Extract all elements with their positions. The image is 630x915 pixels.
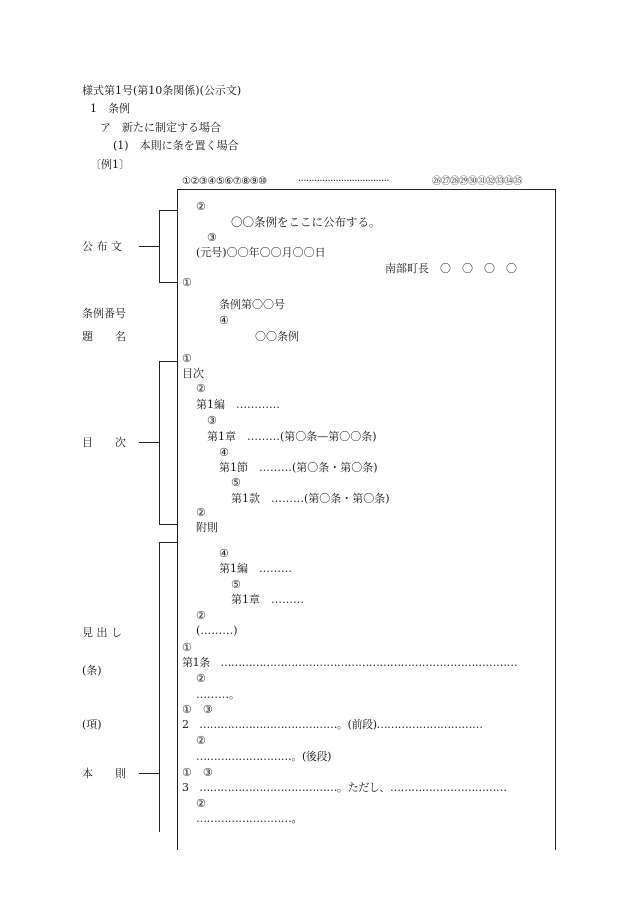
bracket-mokuji-top [159, 361, 177, 362]
toc-supplementary: 附則 [196, 521, 218, 534]
toc-subsection: 第1款 ………(第〇条・第〇条) [231, 492, 390, 505]
position-marker: ④ [219, 547, 229, 560]
label-daimei: 題 名 [82, 330, 126, 343]
mayor-name: 南部町長 〇 〇 〇 〇 [385, 262, 517, 275]
bracket-honsoku-tick [139, 773, 159, 774]
bracket-kofubun-top [159, 210, 177, 211]
label-honsoku: 本 則 [82, 767, 126, 780]
position-marker: ② [196, 672, 206, 685]
position-marker: ① ③ [182, 766, 213, 779]
bracket-kofubun-spine [159, 210, 160, 283]
paragraph-3-continuation: ………………………。 [196, 812, 302, 825]
position-marker: ③ [207, 414, 217, 427]
bracket-kofubun-bottom [159, 282, 177, 283]
example-label: 〔例1〕 [90, 158, 130, 171]
position-marker: ② [196, 797, 206, 810]
bracket-kofubun-tick [139, 246, 159, 247]
position-marker: ② [196, 200, 206, 213]
label-jorei-bango: 条例番号 [82, 307, 126, 320]
position-marker: ① [182, 641, 192, 654]
ruler-left: ①②③④⑤⑥⑦⑧⑨⑩ [182, 176, 267, 187]
position-marker: ⑤ [231, 578, 241, 591]
article-1-continuation: ………。 [196, 688, 240, 701]
ordinance-title: 〇〇条例 [255, 330, 299, 343]
position-marker: ② [196, 609, 206, 622]
body-chapter: 第1章 ……… [231, 593, 304, 606]
toc-heading: 目次 [182, 367, 204, 380]
toc-section: 第1節 ………(第〇条・第〇条) [219, 461, 378, 474]
paragraph-2-continuation: ………………………。(後段) [196, 750, 331, 763]
label-midashi: 見 出 し [82, 626, 122, 639]
toc-chapter: 第1章 ………(第〇条—第〇〇条) [207, 430, 377, 443]
caption-text: (………) [196, 624, 238, 637]
subsubsection-heading: (1) 本則に条を置く場合 [113, 139, 239, 152]
position-marker: ③ [207, 231, 217, 244]
toc-part: 第1編 ………… [196, 398, 280, 411]
bracket-honsoku-spine [159, 542, 160, 832]
label-jo: (条) [82, 664, 102, 677]
bracket-honsoku-top [159, 542, 177, 543]
bracket-mokuji-spine [159, 361, 160, 525]
position-marker: ② [196, 382, 206, 395]
position-marker: ① [182, 352, 192, 365]
promulgation-text: 〇〇条例をここに公布する。 [231, 215, 381, 229]
ruler-right: ㉖㉗㉘㉙㉚㉛㉜㉝㉞㉟ [432, 176, 523, 187]
position-marker: ① ③ [182, 703, 213, 716]
body-part: 第1編 ……… [219, 562, 292, 575]
label-kofubun: 公 布 文 [82, 240, 122, 253]
article-1: 第1条 ………………………………………………………………………… [182, 656, 518, 669]
label-ko: (項) [82, 718, 102, 731]
ordinance-number: 条例第〇〇号 [219, 298, 285, 311]
form-title: 様式第1号(第10条関係)(公示文) [82, 84, 242, 97]
paragraph-3: 3 …………………………………。ただし、…………………………… [182, 781, 507, 794]
position-marker: ④ [219, 314, 229, 327]
position-marker: ② [196, 734, 206, 747]
section-heading: 1 条例 [90, 102, 130, 115]
bracket-mokuji-tick [139, 442, 159, 443]
bracket-mokuji-bottom [159, 524, 177, 525]
position-marker: ① [182, 276, 192, 289]
label-mokuji: 目 次 [82, 436, 126, 449]
position-marker: ⑤ [231, 476, 241, 489]
subsection-heading: ア 新たに制定する場合 [100, 121, 221, 134]
paragraph-2: 2 …………………………………。(前段)………………………… [182, 718, 483, 731]
promulgation-date: (元号)〇〇年〇〇月〇〇日 [196, 246, 326, 259]
position-marker: ② [196, 506, 206, 519]
ruler-dots: ·································· [298, 176, 390, 187]
position-marker: ④ [219, 446, 229, 459]
